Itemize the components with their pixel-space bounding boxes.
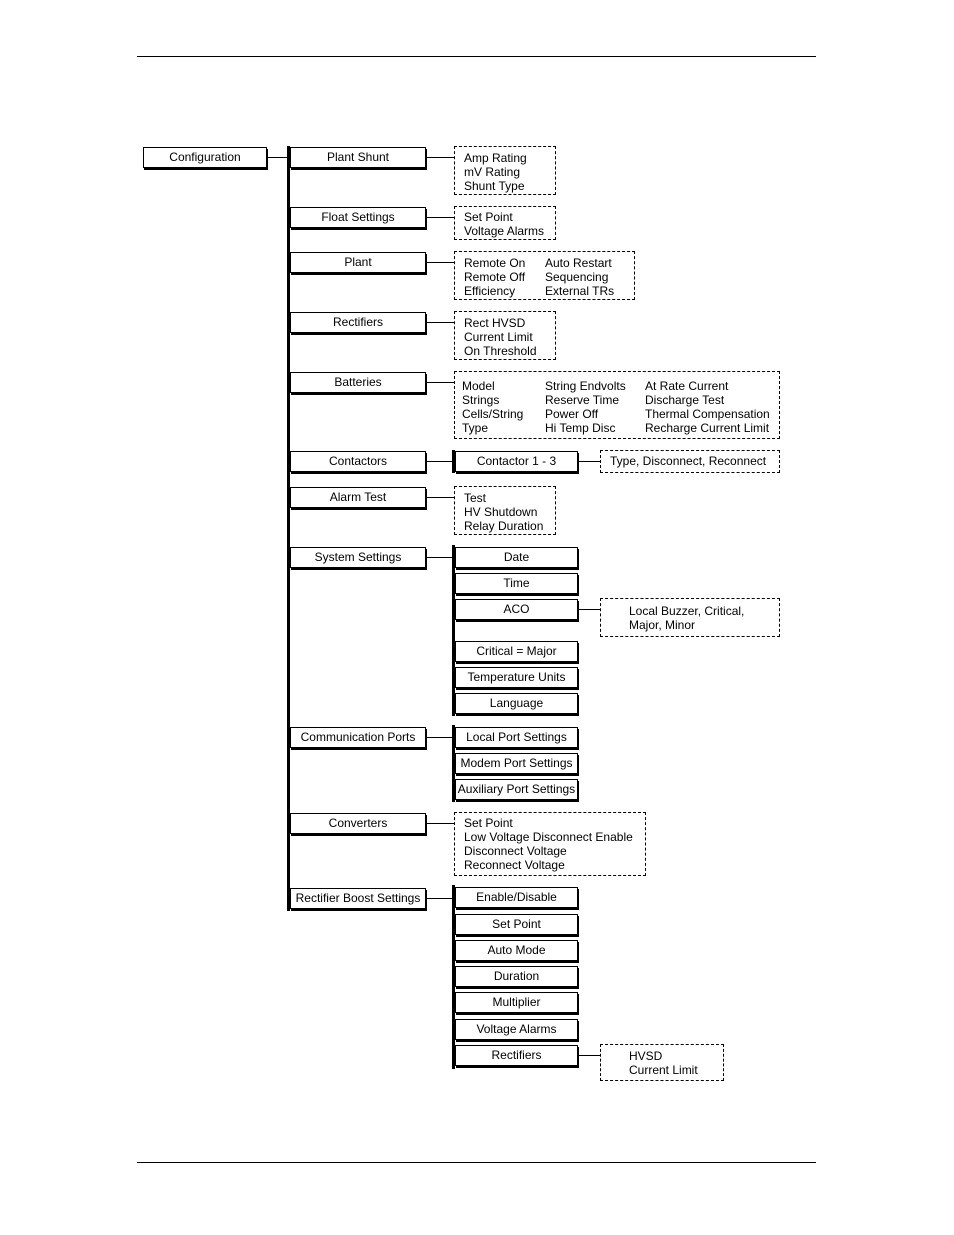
connector xyxy=(578,461,600,462)
connector xyxy=(426,497,454,498)
detail-item: Relay Duration xyxy=(464,519,544,533)
detail-item: Shunt Type xyxy=(464,179,525,193)
batteries-details-col2 xyxy=(545,379,626,435)
plant-shunt-details xyxy=(454,146,556,195)
multiplier-node[interactable]: Multiplier xyxy=(455,992,578,1013)
detail-item: Disconnect Voltage xyxy=(464,844,567,858)
batteries-node[interactable]: Batteries xyxy=(290,372,426,393)
system-settings-node[interactable]: System Settings xyxy=(290,547,426,568)
detail-item: Type xyxy=(462,421,489,435)
connector xyxy=(426,322,454,323)
detail-item: Reconnect Voltage xyxy=(464,858,565,872)
date-node[interactable]: Date xyxy=(455,547,578,568)
alarm-test-node[interactable]: Alarm Test xyxy=(290,487,426,508)
detail-item: On Threshold xyxy=(464,344,537,358)
detail-item: String Endvolts xyxy=(545,379,626,393)
plant-shunt-node[interactable]: Plant Shunt xyxy=(290,147,426,168)
connector xyxy=(267,157,288,158)
detail-item: Rect HVSD xyxy=(464,316,526,330)
temperature-units-node[interactable]: Temperature Units xyxy=(455,667,578,688)
detail-item: Model xyxy=(462,379,495,393)
detail-item: Sequencing xyxy=(545,270,609,284)
detail-item: Remote On xyxy=(464,256,526,270)
batteries-details xyxy=(454,371,780,439)
detail-item: Recharge Current Limit xyxy=(645,421,770,435)
float-settings-node[interactable]: Float Settings xyxy=(290,207,426,228)
modem-port-settings-node[interactable]: Modem Port Settings xyxy=(455,753,578,774)
enable-disable-node[interactable]: Enable/Disable xyxy=(455,887,578,908)
detail-item: At Rate Current xyxy=(645,379,729,393)
batteries-details-col3 xyxy=(645,379,770,435)
detail-item: Discharge Test xyxy=(645,393,725,407)
connector xyxy=(426,461,453,462)
detail-item: HVSD xyxy=(629,1049,663,1063)
detail-item: Remote Off xyxy=(464,270,526,284)
connector xyxy=(426,217,454,218)
detail-item: Set Point xyxy=(464,210,513,224)
connector xyxy=(426,157,454,158)
alarm-test-details xyxy=(454,486,556,535)
detail-item: Power Off xyxy=(545,407,599,421)
detail-item: HV Shutdown xyxy=(464,505,538,519)
critical-major-node[interactable]: Critical = Major xyxy=(455,641,578,662)
contactor-details xyxy=(600,450,780,473)
boost-rectifiers-node[interactable]: Rectifiers xyxy=(455,1045,578,1066)
boost-voltage-alarms-node[interactable]: Voltage Alarms xyxy=(455,1019,578,1040)
detail-item: Thermal Compensation xyxy=(645,407,770,421)
auxiliary-port-settings-node[interactable]: Auxiliary Port Settings xyxy=(455,779,578,800)
detail-item: Major, Minor xyxy=(629,618,696,632)
connector xyxy=(426,823,454,824)
detail-item: Voltage Alarms xyxy=(464,224,545,238)
connector xyxy=(578,609,600,610)
rectifiers-node[interactable]: Rectifiers xyxy=(290,312,426,333)
auto-mode-node[interactable]: Auto Mode xyxy=(455,940,578,961)
detail-item: Type, Disconnect, Reconnect xyxy=(610,454,767,468)
converters-details xyxy=(454,812,646,876)
footer-rule xyxy=(137,1162,816,1163)
boost-rectifiers-details xyxy=(600,1044,724,1081)
detail-item: Efficiency xyxy=(464,284,516,298)
detail-item: Local Buzzer, Critical, xyxy=(629,604,745,618)
detail-item: Current Limit xyxy=(464,330,533,344)
converters-node[interactable]: Converters xyxy=(290,813,426,834)
batteries-details-col1 xyxy=(462,379,523,435)
detail-item: Amp Rating xyxy=(464,151,527,165)
header-rule xyxy=(137,56,816,57)
detail-item: Reserve Time xyxy=(545,393,620,407)
communication-ports-node[interactable]: Communication Ports xyxy=(290,727,426,748)
connector xyxy=(426,898,453,899)
detail-item: Low Voltage Disconnect Enable xyxy=(464,830,633,844)
connector xyxy=(426,737,453,738)
detail-item: Current Limit xyxy=(629,1063,698,1077)
time-node[interactable]: Time xyxy=(455,573,578,594)
sub-trunk xyxy=(452,545,455,716)
detail-item: mV Rating xyxy=(464,165,521,179)
detail-item: Cells/String xyxy=(462,407,524,421)
connector xyxy=(426,262,454,263)
rectifiers-details xyxy=(454,311,556,360)
aco-node[interactable]: ACO xyxy=(455,599,578,620)
plant-details-col1 xyxy=(464,256,525,298)
connector xyxy=(578,1055,600,1056)
configuration-node[interactable]: Configuration xyxy=(143,147,267,168)
detail-item: Hi Temp Disc xyxy=(545,421,616,435)
rectifier-boost-settings-node[interactable]: Rectifier Boost Settings xyxy=(290,888,426,909)
aco-details xyxy=(600,598,780,637)
plant-node[interactable]: Plant xyxy=(290,252,426,273)
local-port-settings-node[interactable]: Local Port Settings xyxy=(455,727,578,748)
plant-details-col2 xyxy=(545,256,614,298)
detail-item: External TRs xyxy=(545,284,615,298)
connector xyxy=(426,557,453,558)
boost-set-point-node[interactable]: Set Point xyxy=(455,914,578,935)
connector xyxy=(426,382,454,383)
detail-item: Auto Restart xyxy=(545,256,612,270)
duration-node[interactable]: Duration xyxy=(455,966,578,987)
detail-item: Test xyxy=(464,491,487,505)
float-settings-details xyxy=(454,206,556,240)
detail-item: Set Point xyxy=(464,816,513,830)
detail-item: Strings xyxy=(462,393,500,407)
language-node[interactable]: Language xyxy=(455,693,578,714)
plant-details xyxy=(454,251,635,300)
contactor-1-3-node[interactable]: Contactor 1 - 3 xyxy=(455,451,578,472)
contactors-node[interactable]: Contactors xyxy=(290,451,426,472)
